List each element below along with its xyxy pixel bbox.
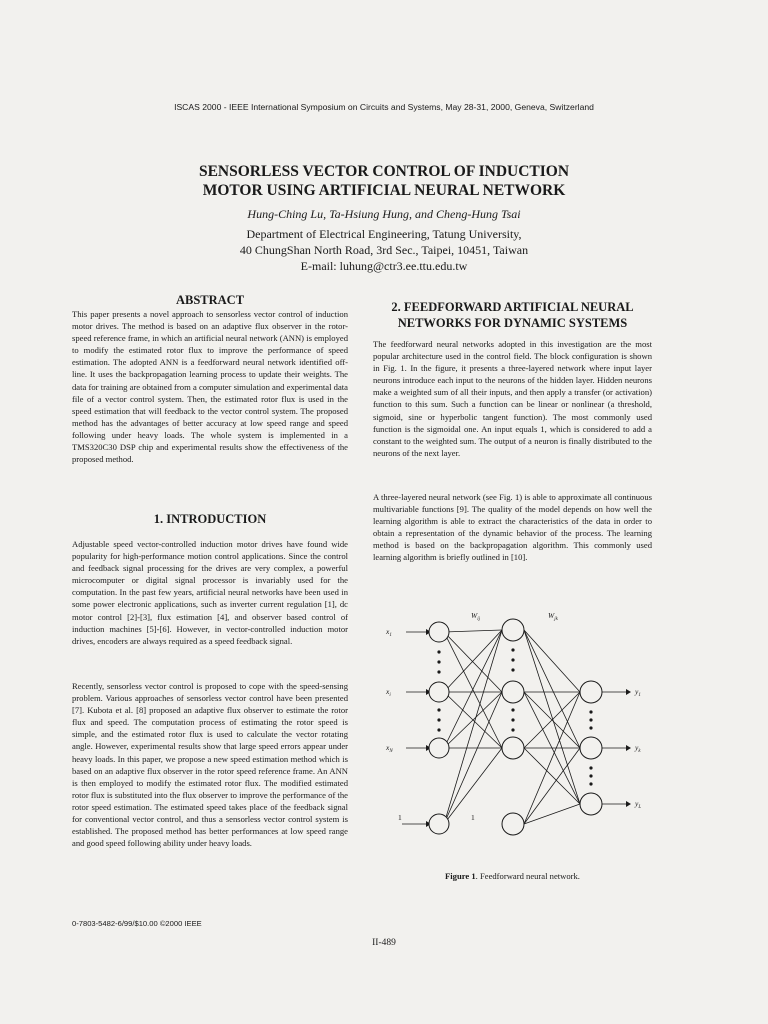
weight-label-ij: $W_{ij}$ [471,611,481,622]
output-node-1 [580,681,602,703]
title-line-2: MOTOR USING ARTIFICIAL NEURAL NETWORK [202,182,566,199]
hidden-node-1 [502,619,524,641]
introduction-paragraph-2: Recently, sensorless vector control is proposed to cope with the speed-sensing problem. Various approaches of sensorless vector control have been presented [7]. Kubota et al. [8] proposed an adaptive flux observer to estimate the rotor flux and speed. The computation process of estimating the rotor speed is simple, and the estimated rotor flux is used to calculate the vector rotating angle. However, experimental results show that large speed errors appear under heavy loads. In this paper, we propose a new speed estimation method which is based on an adaptive flux observer in the rotor speed reference frame. An ANN is then employed to modify the estimated rotor flux. The modified estimated rotor flux is substituted into the flux observer to improve the performance of the rotor speed estimation. The estimated speed takes place of the feedback signal for conventional vector control, and thus a sensorless vector control system is established. The proposed method has better performances at low speed range and good speed following ability under heavy loads. [72,681,348,849]
bias-node [429,814,449,834]
section2-body [373,338,652,459]
output-label-k: $y_k$ [635,743,641,754]
copyright-notice: 0-7803-5482-6/99/$10.00 ©2000 IEEE [72,919,202,928]
input-label-i: $x_i$ [386,687,391,698]
hidden-bias-node [502,813,524,835]
conference-header: ISCAS 2000 - IEEE International Symposium on Circuits and Systems, May 28-31, 2000, Geneva, Switzerland [174,102,594,112]
hidden-node-3 [502,737,524,759]
section2-paragraph-1: The feedforward neural networks adopted in this investigation are the most popular architecture used in the control field. The block configuration is shown in Fig. 1. In the figure, it presents a three-layered network where input layer neurons introduce each input to the neurons of the hidden layer. Hidden neurons make a weighted sum of all their inputs, and then apply a transfer (or activation) function to this sum. Such a function can be linear or nonlinear (a threshold, sigmoid, sine or hyperbolic tangent function). The most commonly used function is the sigmoidal one. An input equals 1, which is considered to add a constant to the weighted sum. The output of a neuron is finally distributed to the neurons of the next layer. [373,339,652,458]
figure-caption-text: . Feedforward neural network. [475,871,580,881]
hidden-output-weights [524,630,580,824]
output-node-l [580,793,602,815]
input-label-n: $x_N$ [386,743,393,754]
section2-heading [373,299,652,331]
figure-caption [373,871,652,881]
input-node-i [429,682,449,702]
page-number: II-489 [372,938,396,948]
introduction-body [72,538,348,647]
neural-network-figure [378,608,650,848]
section2-heading-line-1: 2. FEEDFORWARD ARTIFICIAL NEURAL [391,300,634,314]
input-hidden-weights [444,630,502,824]
section2-body-2 [373,491,652,564]
abstract-heading: ABSTRACT [175,293,245,307]
paper-title [84,162,684,200]
figure-caption-label: Figure 1 [445,871,476,881]
input-node-n [429,738,449,758]
title-line-1: SENSORLESS VECTOR CONTROL OF INDUCTION [198,163,570,180]
affiliation-line-2: 40 ChungShan North Road, 3rd Sec., Taipei, 10451, Taiwan [239,243,529,257]
affiliation-line-1: Department of Electrical Engineering, Tatung University, [246,227,522,241]
output-label-l: $y_L$ [635,799,642,810]
introduction-paragraph-1: Adjustable speed vector-controlled induction motor drives have found wide popularity for high-performance motion control applications. Since the control and feedback signal processing for the drives are very complex, a powerful microcomputer or digital signal processor is invariably used for the computation. In the past few years, artificial neural networks have been used in some power electronic applications, such as inverter current regulation [1], dc motor control [2]-[3], flux estimation [4], and observer based control of induction machines [5]-[6]. However, in vector-controlled induction motor drives, encoders are always required as a speed feedback signal. [72,539,348,646]
network-nodes [429,619,602,835]
input-node-1 [429,622,449,642]
section2-paragraph-2: A three-layered neural network (see Fig. 1) is able to approximate all continuous multivariable functions [9]. The quality of the model depends on how well the learning algorithm is able to extract the characteristics of the data in order to obtain a representation of the dynamic behavior of the process. The learning method is based on the backpropagation algorithm. This commonly used learning algorithm is briefly outlined in [10]. [373,492,652,563]
weight-label-jk: $W_{jk}$ [548,611,558,622]
abstract-body [72,308,348,465]
abstract-text: This paper presents a novel approach to sensorless vector control of induction motor drives. The method is based on an adaptive flux observer in the rotor-speed reference frame, in which an artificial neural network (ANN) is employed to modify the estimated rotor flux to improve the performance of speed estimation. The adopted ANN is a feedforward neural network identified off-line. It uses the backpropagation learning process to update their weights. The data for training are obtained from a computer simulation and experimental data file of a vector control system. Then, the estimated rotor flux is used in the speed estimation that will feedback to the vector control system. The proposed method has the advantages of better accuracy at low speed range and speed following under heavy loads. The whole system is implemented in a TMS320C30 DSP chip and experimental results show the effectiveness of the proposed method. [72,309,348,465]
section2-heading-line-2: NETWORKS FOR DYNAMIC SYSTEMS [397,316,628,330]
affiliation-email: E-mail: luhung@ctr3.ee.ttu.edu.tw [300,259,468,273]
affiliation [84,226,684,274]
bias-label-hidden: 1 [471,813,475,822]
introduction-heading: 1. INTRODUCTION [153,512,267,526]
output-node-k [580,737,602,759]
input-label-1: $x_1$ [386,627,392,638]
authors: Hung-Ching Lu, Ta-Hsiung Hung, and Cheng-Hung Tsai [247,207,521,221]
introduction-body-2 [72,680,348,849]
hidden-node-2 [502,681,524,703]
output-label-1: $y_1$ [635,687,641,698]
bias-label-input: 1 [398,813,402,822]
